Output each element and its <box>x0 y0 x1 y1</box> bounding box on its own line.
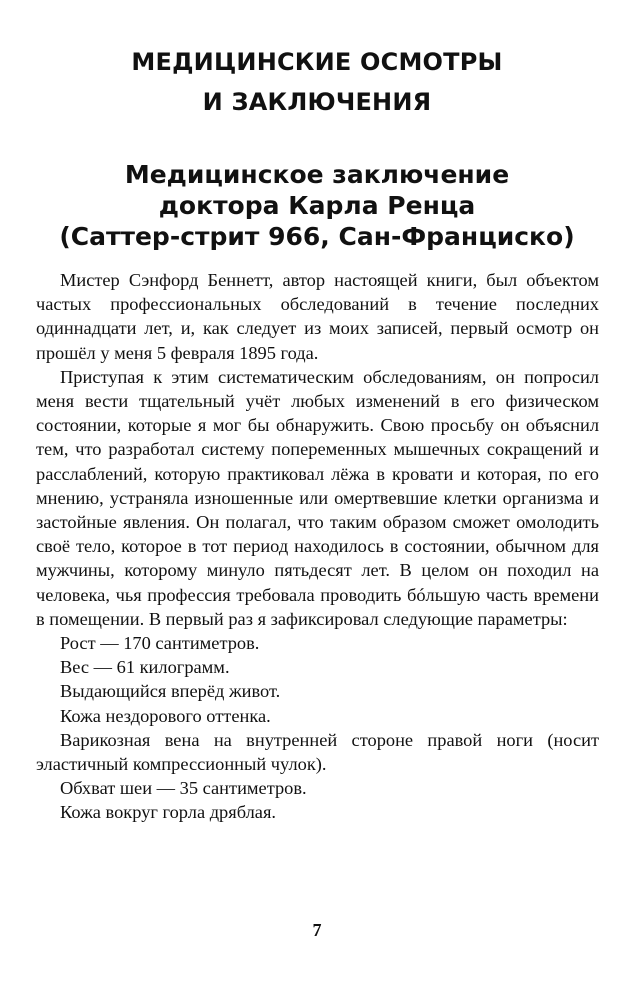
paragraph-intro: Мистер Сэнфорд Беннетт, автор настоящей книги, был объектом частых профессиональных обследований в течение последних одиннадцати лет, и, как следует из моих записей, первый осмотр он прошёл у меня 5 февраля 1895 года. <box>36 270 599 363</box>
section-title-line-2: доктора Карла Ренца <box>158 191 476 220</box>
parameter-throat-skin: Кожа вокруг горла дряблая. <box>60 802 277 823</box>
parameter-height: Рост — 170 сантиметров. <box>60 633 260 654</box>
body-text <box>36 268 599 825</box>
chapter-title-line-1: МЕДИЦИНСКИЕ ОСМОТРЫ <box>131 48 503 76</box>
parameter-neck: Обхват шеи — 35 сантиметров. <box>60 778 307 799</box>
section-title-line-3: (Саттер-стрит 966, Сан-Франциско) <box>59 222 575 251</box>
section-title-line-1: Медицинское заключение <box>124 160 510 189</box>
chapter-title-line-2: И ЗАКЛЮЧЕНИЯ <box>202 88 432 116</box>
parameter-belly: Выдающийся вперёд живот. <box>60 681 281 702</box>
page-number: 7 <box>312 920 322 940</box>
parameter-skin: Кожа нездорового оттенка. <box>60 705 271 726</box>
paragraph-main: Приступая к этим систематическим обследованиям, он попросил меня вести тщательный учёт любых изменений в его физическом состоянии, которые я мог бы обнаружить. Свою просьбу он объяснил тем, что разработал систему попеременных мышечных сокращений и расслаблений, которую практиковал лёжа в кровати и которая, по его мнению, устраняла изношенные или омертвевшие клетки организма и застойные явления. Он полагал, что таким образом сможет омолодить своё тело, которое в тот период находилось в состоянии, обычном для мужчины, которому минуло пятьдесят лет. В целом он походил на человека, чья профессия требовала проводить бóльшую часть времени в помещении. В первый раз я зафиксировал следующие параметры: <box>36 366 599 629</box>
parameter-varicose-vein: Варикозная вена на внутренней стороне правой ноги (носит эластичный компрессионный чулок). <box>36 729 599 775</box>
parameter-weight: Вес — 61 килограмм. <box>60 657 230 678</box>
